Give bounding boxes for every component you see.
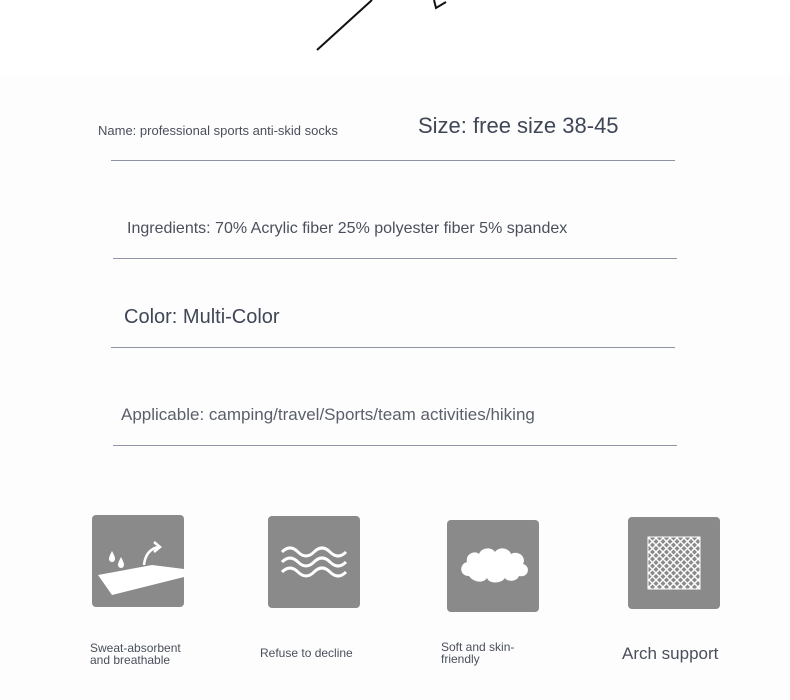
top-product-drawing <box>0 0 790 76</box>
feature-label-arch: Arch support <box>622 644 719 663</box>
divider-1 <box>111 160 675 161</box>
drawing-hook <box>434 0 446 8</box>
feature-label-refuse: Refuse to decline <box>260 646 353 660</box>
mesh-grid-icon <box>628 517 720 609</box>
spec-name: Name: professional sports anti-skid socks <box>98 123 338 138</box>
spec-applicable: Applicable: camping/travel/Sports/team activities/hiking <box>121 405 535 424</box>
spec-color: Color: Multi-Color <box>124 306 280 328</box>
cloud-icon <box>447 520 539 612</box>
feature-label-soft: Soft and skin- friendly <box>441 640 515 666</box>
divider-3 <box>111 347 675 348</box>
divider-4 <box>113 445 677 446</box>
feature-label-sweat: Sweat-absorbent and breathable <box>90 641 181 667</box>
sweat-droplets-icon <box>92 515 184 607</box>
spec-ingredients: Ingredients: 70% Acrylic fiber 25% polyester fiber 5% spandex <box>127 220 568 237</box>
drawing-line <box>317 0 372 50</box>
waves-icon <box>268 516 360 608</box>
spec-size: Size: free size 38-45 <box>418 113 619 138</box>
divider-2 <box>113 258 677 259</box>
